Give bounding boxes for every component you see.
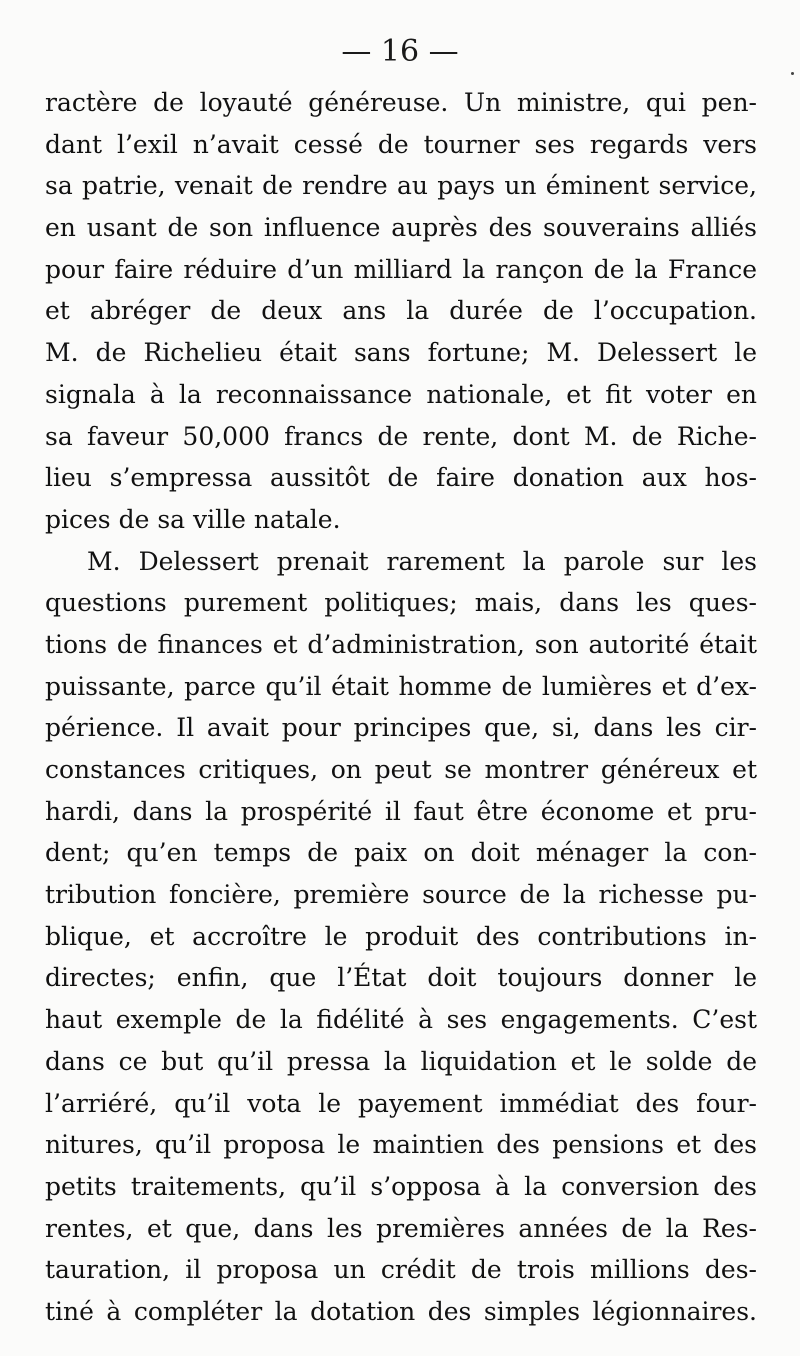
text-line: tribution foncière, première source de la richesse pu- — [45, 880, 757, 910]
text-line: rentes, et que, dans les premières années de la Res- — [45, 1213, 757, 1243]
text-line: constances critiques, on peut se montrer généreux et — [45, 755, 757, 784]
text-line: M. de Richelieu était sans fortune; M. Delessert le — [45, 338, 757, 368]
print-speck — [791, 72, 794, 75]
text-line: périence. Il avait pour principes que, si, dans les cir- — [45, 713, 757, 743]
text-line: ractère de loyauté généreuse. Un ministre, qui pen- — [45, 88, 757, 117]
text-line: tauration, il proposa un crédit de trois millions des- — [45, 1255, 757, 1285]
text-line: hardi, dans la prospérité il faut être économe et pru- — [45, 796, 757, 826]
text-line: directes; enfin, que l’État doit toujours donner le — [45, 963, 757, 993]
text-line: dent; qu’en temps de paix on doit ménager la con- — [45, 838, 757, 868]
text-line: nitures, qu’il proposa le maintien des pensions et des — [45, 1130, 757, 1160]
text-line: tiné à compléter la dotation des simples légionnaires. — [45, 1296, 757, 1326]
page-number: — 16 — — [341, 34, 459, 69]
paragraph-2 — [45, 541, 757, 1333]
text-line: questions purement politiques; mais, dans les ques- — [45, 588, 757, 618]
text-line: et abréger de deux ans la durée de l’occupation. — [45, 296, 757, 326]
text-line: lieu s’empressa aussitôt de faire donation aux hos- — [45, 463, 757, 493]
paragraph-1 — [45, 82, 757, 541]
text-line: en usant de son influence auprès des souverains alliés — [45, 213, 757, 243]
text-line: sa faveur 50,000 francs de rente, dont M. de Riche- — [45, 421, 757, 451]
text-line: blique, et accroître le produit des contributions in- — [45, 921, 757, 951]
text-line: signala à la reconnaissance nationale, et fit voter en — [45, 379, 757, 409]
text-line: sa patrie, venait de rendre au pays un éminent service, — [45, 171, 757, 201]
text-line: l’arriéré, qu’il vota le payement immédiat des four- — [45, 1088, 757, 1118]
text-line: tions de finances et d’administration, son autorité était — [45, 629, 757, 659]
text-line: petits traitements, qu’il s’opposa à la conversion des — [45, 1171, 757, 1201]
text-line: haut exemple de la fidélité à ses engagements. C’est — [45, 1005, 757, 1035]
text-line: pour faire réduire d’un milliard la rançon de la France — [45, 254, 757, 284]
text-line: M. Delessert prenait rarement la parole sur les — [87, 546, 757, 576]
text-line: dans ce but qu’il pressa la liquidation et le solde de — [45, 1046, 757, 1076]
text-line: puissante, parce qu’il était homme de lumières et d’ex- — [45, 671, 757, 701]
text-line: pices de sa ville natale. — [45, 504, 341, 534]
text-body — [45, 82, 757, 1333]
text-line: dant l’exil n’avait cessé de tourner ses regards vers — [45, 129, 757, 159]
